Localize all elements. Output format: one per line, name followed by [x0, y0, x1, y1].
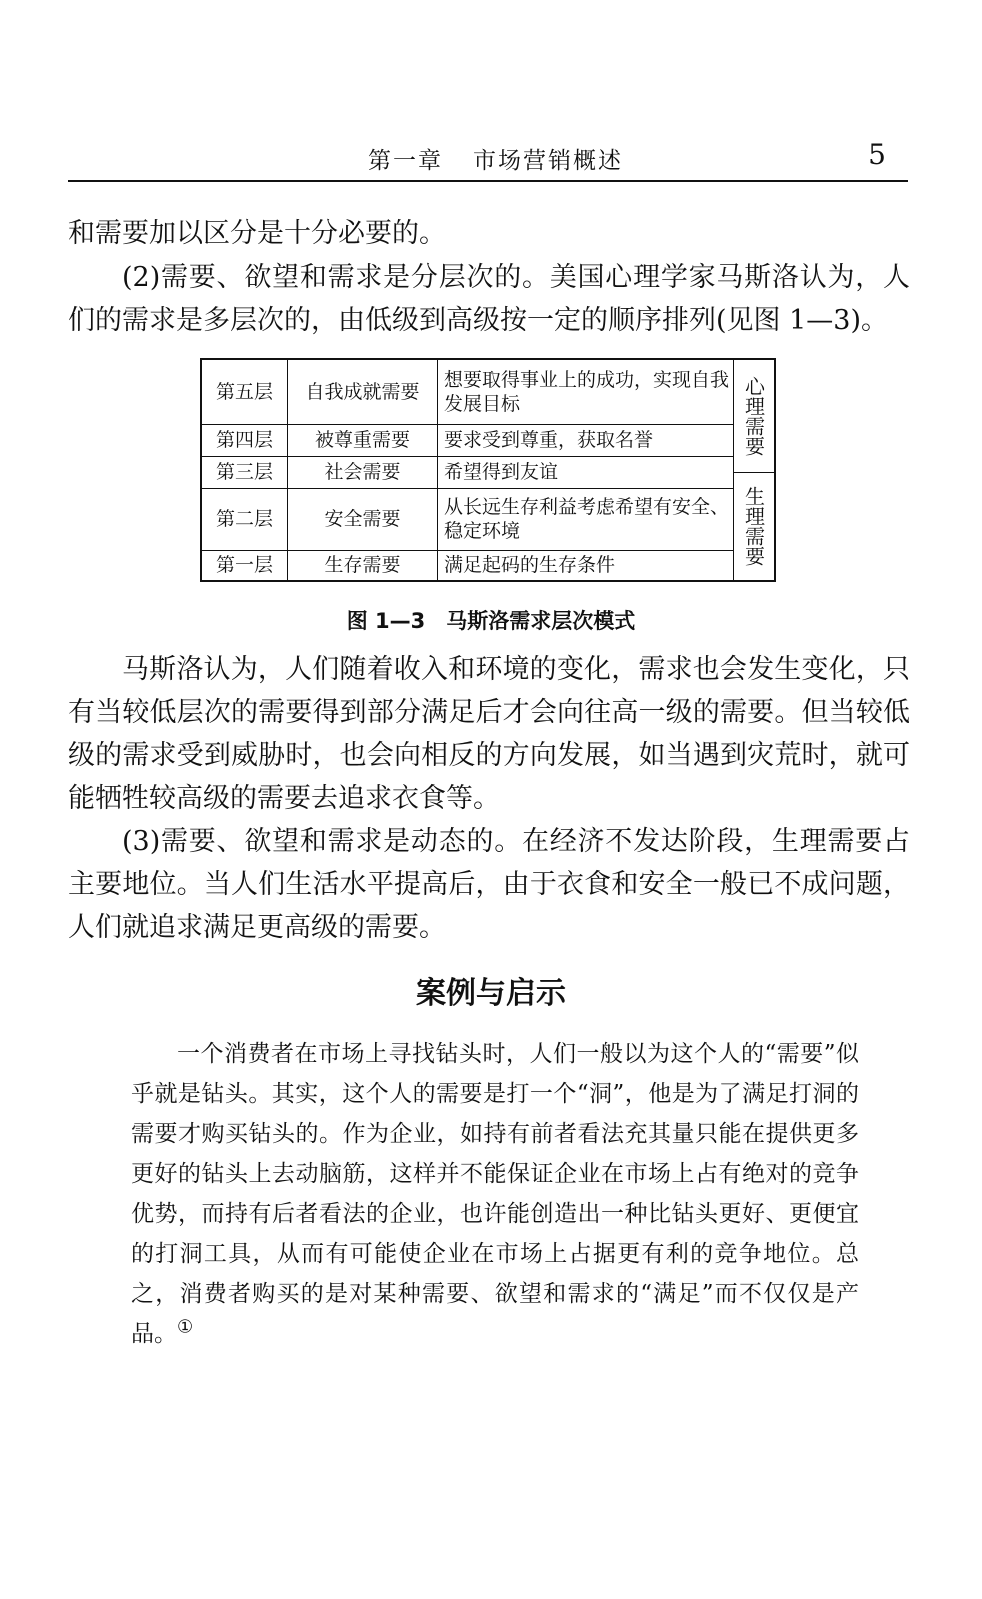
paragraph-hierarchy: (2)需要、欲望和需求是分层次的。美国心理学家马斯洛认为，人们的需求是多层次的，由低级到高级按一定的顺序排列(见图 1—3)。 [68, 262, 910, 336]
table-cell-desc: 希望得到友谊 [438, 456, 734, 488]
table-cell-layer: 第二层 [202, 488, 288, 550]
case-text [131, 1034, 859, 1354]
table-cell-need: 社会需要 [288, 456, 438, 488]
chapter-title: 市场营销概述 [473, 148, 623, 174]
chapter-number: 第一章 [368, 148, 443, 174]
chapter-heading [368, 142, 623, 175]
table-cell-desc: 满足起码的生存条件 [438, 550, 734, 580]
page-number: 5 [868, 138, 886, 171]
table-cell-layer: 第一层 [202, 550, 288, 580]
figure-caption: 图 1—3 马斯洛需求层次模式 [346, 609, 636, 633]
table-cell-need: 被尊重需要 [288, 424, 438, 456]
table-cell-desc: 要求受到尊重，获取名誉 [438, 424, 734, 456]
table-cell-need: 安全需要 [288, 488, 438, 550]
table-cell-layer: 第四层 [202, 424, 288, 456]
table-cell-need: 自我成就需要 [288, 360, 438, 424]
paragraph-continuation: 和需要加以区分是十分必要的。 [68, 218, 446, 249]
table-cell-desc: 从长远生存利益考虑希望有安全、稳定环境 [438, 488, 734, 550]
case-body: 一个消费者在市场上寻找钻头时，人们一般以为这个人的“需要”似乎就是钻头。其实，这个人的需要是打一个“洞”，他是为了满足打洞的需要才购买钻头的。作为企业，如持有前者看法充其量只能在提供更多更好的钻头上去动脑筋，这样并不能保证企业在市场上占有绝对的竞争优势，而持有后者看法的企业，也许能创造出一种比钻头更好、更便宜的打洞工具，从而有可能使企业在市场上占据更有利的竞争地位。总之，消费者购买的是对某种需要、欲望和需求的“满足”而不仅仅是产品。 [131, 1041, 859, 1347]
maslow-table [200, 358, 776, 582]
table-cell-desc: 想要取得事业上的成功，实现自我发展目标 [438, 360, 734, 424]
footnote-marker: ① [177, 1316, 194, 1338]
paragraph-dynamic: (3)需要、欲望和需求是动态的。在经济不发达阶段，生理需要占主要地位。当人们生活水平提高后，由于衣食和安全一般已不成问题，人们就追求满足更高级的需要。 [68, 826, 910, 943]
group-label-psychological: 心理需要 [741, 376, 766, 456]
running-header [68, 140, 908, 182]
table-cell-layer: 第三层 [202, 456, 288, 488]
table-cell-layer: 第五层 [202, 360, 288, 424]
group-label-physiological: 生理需要 [741, 486, 766, 566]
table-cell-need: 生存需要 [288, 550, 438, 580]
case-section-title: 案例与启示 [416, 976, 566, 1011]
paragraph-maslow: 马斯洛认为，人们随着收入和环境的变化，需求也会发生变化，只有当较低层次的需要得到部分满足后才会向往高一级的需要。但当较低级的需求受到威胁时，也会向相反的方向发展，如当遇到灾荒时，就可能牺牲较高级的需要去追求衣食等。 [68, 654, 910, 814]
